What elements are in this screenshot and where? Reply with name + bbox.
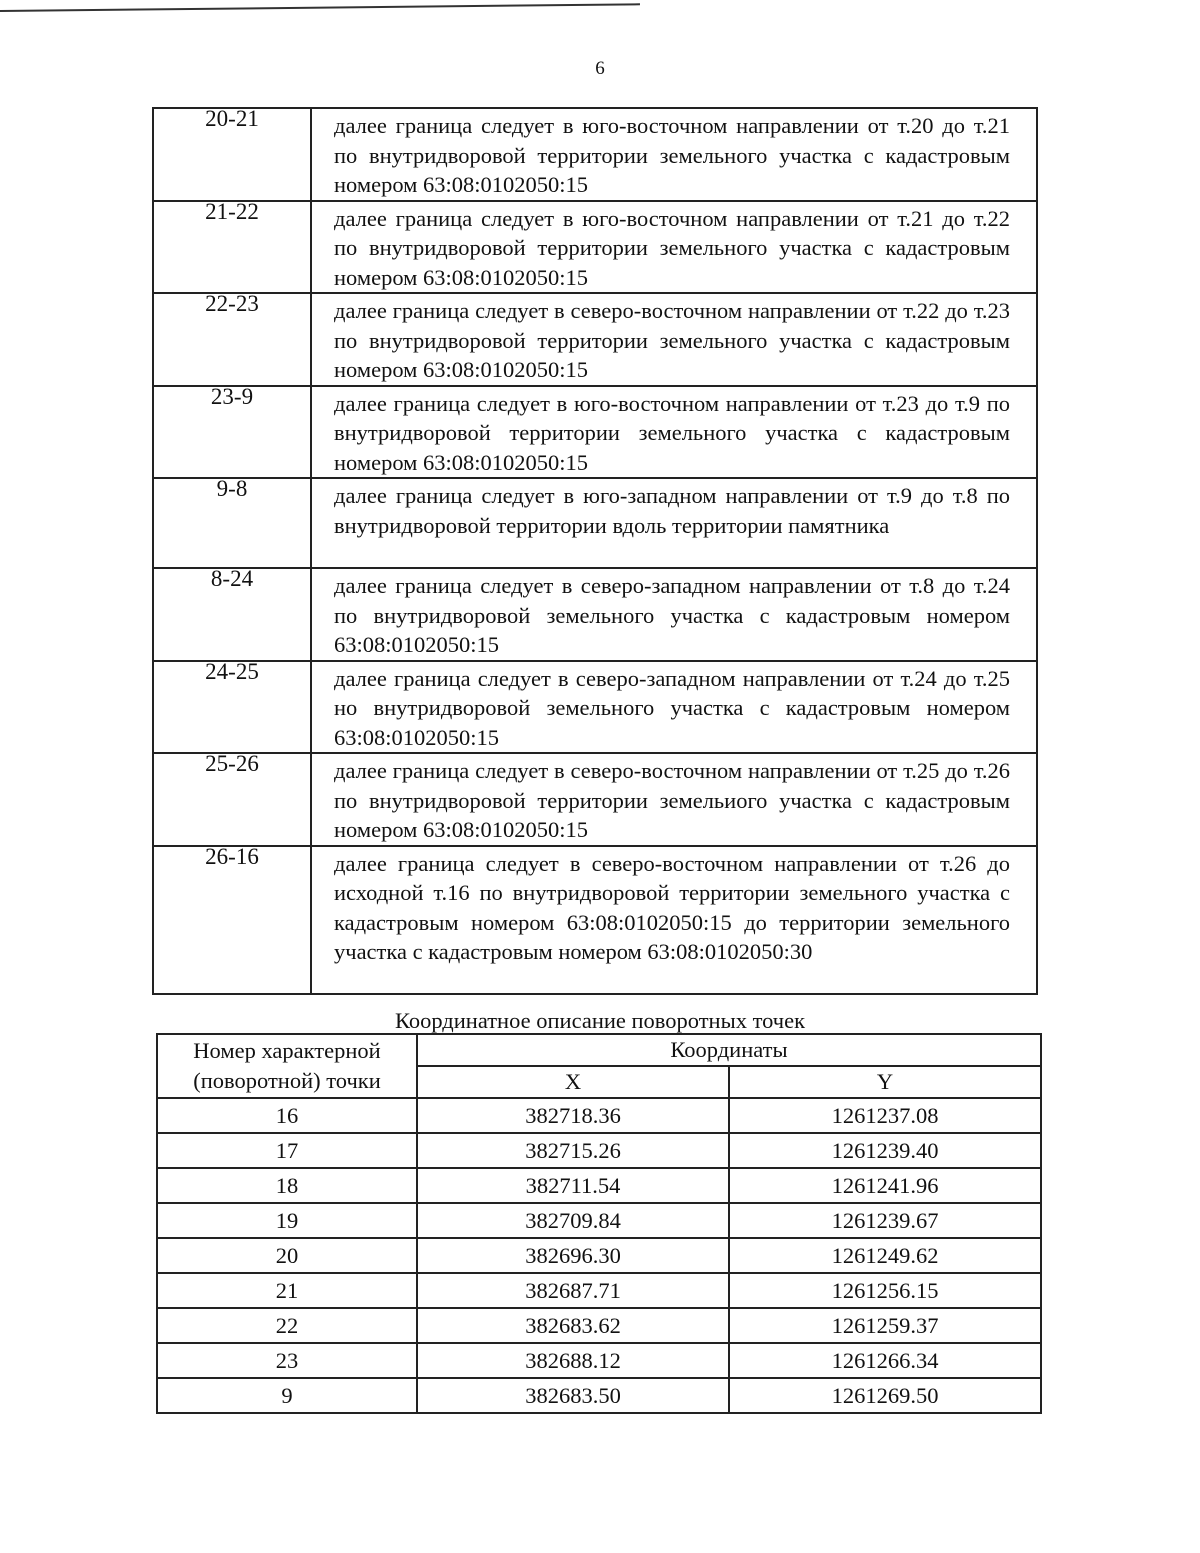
point-number: 16 xyxy=(157,1098,417,1133)
segment-label: 25-26 xyxy=(153,753,311,846)
table-row xyxy=(157,1133,1041,1168)
table-row xyxy=(157,1168,1041,1203)
point-number: 23 xyxy=(157,1343,417,1378)
table-row xyxy=(153,386,1037,479)
coord-y: 1261241.96 xyxy=(729,1168,1041,1203)
coord-x: 382683.50 xyxy=(417,1378,729,1413)
table-row xyxy=(153,108,1037,201)
table-row xyxy=(153,661,1037,754)
coord-x: 382715.26 xyxy=(417,1133,729,1168)
page-number: 6 xyxy=(595,58,605,79)
coord-x: 382709.84 xyxy=(417,1203,729,1238)
table-row xyxy=(153,568,1037,661)
scan-edge-line xyxy=(0,3,640,12)
point-number: 17 xyxy=(157,1133,417,1168)
coordinates-title: Координатное описание поворотных точек xyxy=(394,1008,806,1033)
table-row xyxy=(153,846,1037,994)
table-row xyxy=(157,1203,1041,1238)
segment-label: 9-8 xyxy=(153,478,311,568)
segment-label: 20-21 xyxy=(153,108,311,201)
segment-description: далее граница следует в северо-восточном направлении от т.25 до т.26 по внутридворовой территории земельиого участка с кадастровым номером 63:08:0102050:15 xyxy=(311,753,1037,846)
point-number: 22 xyxy=(157,1308,417,1343)
segment-description: далее граница следует в юго-восточном направлении от т.23 до т.9 по внутридворовой территории земельного участка с кадастровым номером 63:08:0102050:15 xyxy=(311,386,1037,479)
table-row xyxy=(157,1273,1041,1308)
segment-description: далее граница следует в северо-восточном направлении от т.26 до исходной т.16 по внутридворовой территории земельного участка с кадастровым номером 63:08:0102050:15 до территории земельного участка с кадастровым номером 63:08:0102050:30 xyxy=(311,846,1037,994)
coord-y: 1261266.34 xyxy=(729,1343,1041,1378)
segment-label: 8-24 xyxy=(153,568,311,661)
point-number: 20 xyxy=(157,1238,417,1273)
point-number: 18 xyxy=(157,1168,417,1203)
table-row xyxy=(153,293,1037,386)
coord-x: 382688.12 xyxy=(417,1343,729,1378)
segment-label: 24-25 xyxy=(153,661,311,754)
table-row xyxy=(157,1308,1041,1343)
segment-description: далее граница следует в юго-восточном направлении от т.21 до т.22 по внутридворовой территории земельного участка с кадастровым номером 63:08:0102050:15 xyxy=(311,201,1037,294)
header-x: X xyxy=(417,1066,729,1098)
table-row xyxy=(153,753,1037,846)
coord-y: 1261256.15 xyxy=(729,1273,1041,1308)
segment-label: 23-9 xyxy=(153,386,311,479)
point-number: 19 xyxy=(157,1203,417,1238)
point-number: 9 xyxy=(157,1378,417,1413)
table-row xyxy=(157,1098,1041,1133)
point-number: 21 xyxy=(157,1273,417,1308)
segment-label: 26-16 xyxy=(153,846,311,994)
segment-description: далее граница следует в юго-западном направлении от т.9 до т.8 по внутридворовой территории вдоль территории памятника xyxy=(311,478,1037,568)
coordinates-table xyxy=(156,1033,1042,1414)
coord-y: 1261237.08 xyxy=(729,1098,1041,1133)
coord-x: 382687.71 xyxy=(417,1273,729,1308)
coord-y: 1261239.40 xyxy=(729,1133,1041,1168)
table-row xyxy=(157,1378,1041,1413)
coord-x: 382718.36 xyxy=(417,1098,729,1133)
table-header-row xyxy=(157,1034,1041,1066)
table-row xyxy=(157,1238,1041,1273)
header-y: Y xyxy=(729,1066,1041,1098)
table-row xyxy=(157,1343,1041,1378)
boundary-description-table xyxy=(152,107,1038,995)
segment-label: 22-23 xyxy=(153,293,311,386)
coord-y: 1261269.50 xyxy=(729,1378,1041,1413)
segment-description: далее граница следует в северо-восточном направлении от т.22 до т.23 по внутридворовой территории земельного участка с кадастровым номером 63:08:0102050:15 xyxy=(311,293,1037,386)
segment-description: далее граница следует в северо-западном направлении от т.24 до т.25 но внутридворовой земельного участка с кадастровым номером 63:08:0102050:15 xyxy=(311,661,1037,754)
coord-y: 1261239.67 xyxy=(729,1203,1041,1238)
table-row xyxy=(153,478,1037,568)
segment-description: далее граница следует в юго-восточном направлении от т.20 до т.21 по внутридворовой территории земельного участка с кадастровым номером 63:08:0102050:15 xyxy=(311,108,1037,201)
segment-description: далее граница следует в северо-западном направлении от т.8 до т.24 по внутридворовой земельного участка с кадастровым номером 63:08:0102050:15 xyxy=(311,568,1037,661)
header-coordinates: Координаты xyxy=(417,1034,1041,1066)
coord-x: 382711.54 xyxy=(417,1168,729,1203)
header-point-number: Номер характерной (поворотной) точки xyxy=(157,1034,417,1098)
coord-x: 382683.62 xyxy=(417,1308,729,1343)
coord-x: 382696.30 xyxy=(417,1238,729,1273)
coord-y: 1261259.37 xyxy=(729,1308,1041,1343)
segment-label: 21-22 xyxy=(153,201,311,294)
table-row xyxy=(153,201,1037,294)
coord-y: 1261249.62 xyxy=(729,1238,1041,1273)
